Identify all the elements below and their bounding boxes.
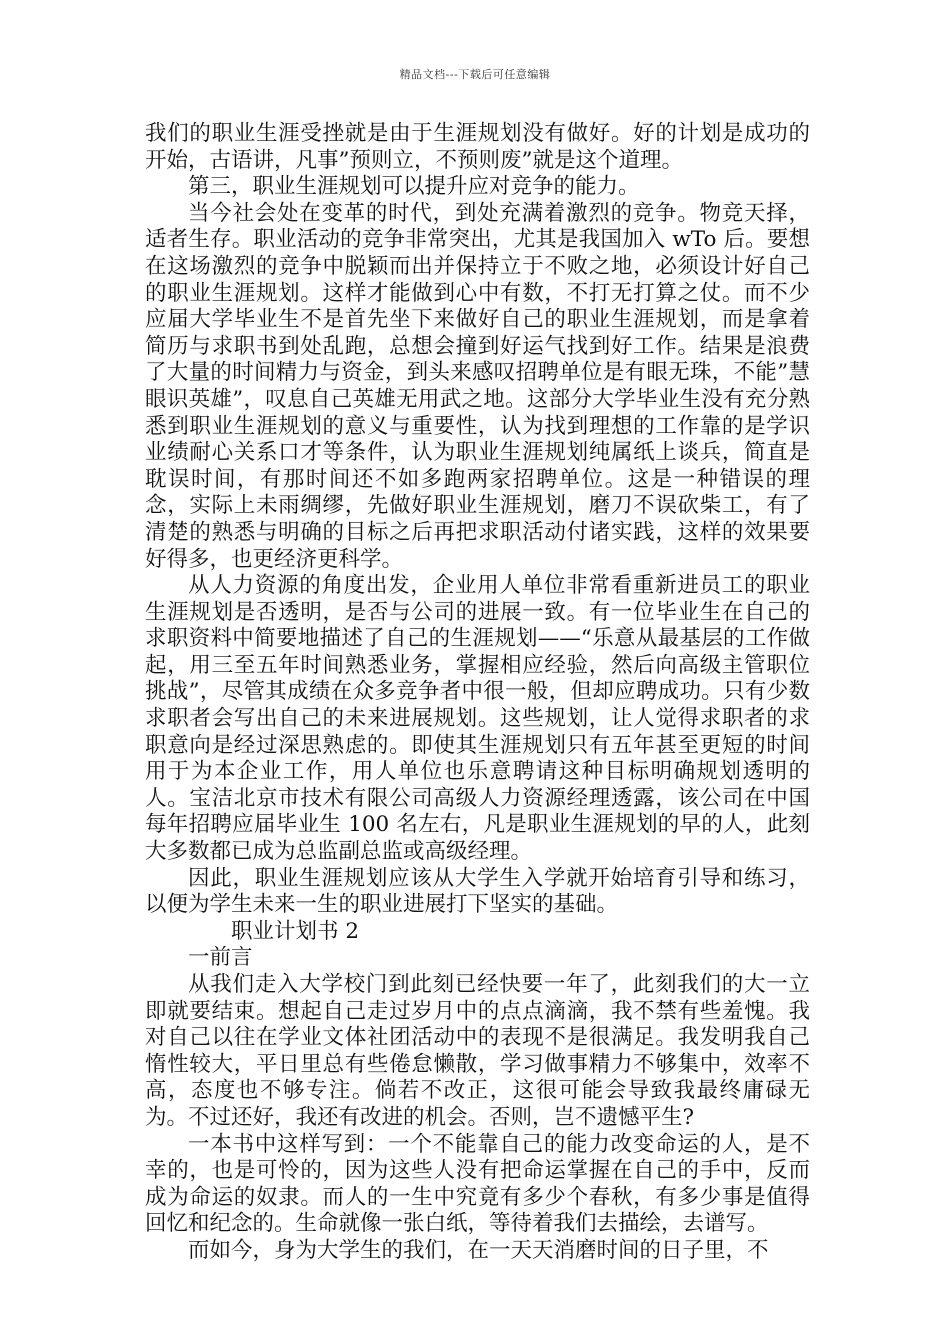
- section-heading: 一前言: [188, 945, 253, 971]
- paragraph: 因此，职业生涯规划应该从大学生入学就开始培育引导和练习，以便为学生未来一生的职业进展打下坚实的基础。: [145, 865, 810, 918]
- document-body: [145, 121, 810, 1265]
- paragraph: 一本书中这样写到：一个不能靠自己的能力改变命运的人，是不幸的，也是可怜的，因为这些人没有把命运掌握在自己的手中，反而成为命运的奴隶。而人的一生中究竟有多少个春秋，有多少事是值得回忆和纪念的。生命就像一张白纸，等待着我们去描绘，去谱写。: [145, 1131, 810, 1237]
- paragraph: 从我们走入大学校门到此刻已经快要一年了，此刻我们的大一立即就要结束。想起自己走过岁月中的点点滴滴，我不禁有些羞愧。我对自己以往在学业文体社团活动中的表现不是很满足。我发明我自己惰性较大，平日里总有些倦怠懒散，学习做事精力不够集中，效率不高，态度也不够专注。倘若不改正，这很可能会导致我最终庸碌无为。不过还好，我还有改进的机会。否则，岂不遗憾平生?: [145, 972, 810, 1130]
- paragraph: 我们的职业生涯受挫就是由于生涯规划没有做好。好的计划是成功的开始，古语讲，凡事”预则立，不预则废”就是这个道理。: [145, 121, 810, 173]
- paragraph: 而如今，身为大学生的我们，在一天天消磨时间的日子里，不: [188, 1237, 769, 1263]
- paragraph: 第三，职业生涯规划可以提升应对竞争的能力。: [188, 174, 640, 200]
- paragraph: 从人力资源的角度出发，企业用人单位非常看重新进员工的职业生涯规划是否透明，是否与公司的进展一致。有一位毕业生在自己的求职资料中简要地描述了自己的生涯规划——“乐意从最基层的工作做起，用三至五年时间熟悉业务，掌握相应经验，然后向高级主管职位挑战”，尽管其成绩在众多竞争者中很一般，但却应聘成功。只有少数求职者会写出自己的未来进展规划。这些规划，让人觉得求职者的求职意向是经过深思熟虑的。即使其生涯规划只有五年甚至更短的时间用于为本企业工作，用人单位也乐意聘请这种目标明确规划透明的人。宝洁北京市技术有限公司高级人力资源经理透露，该公司在中国每年招聘应届毕业生 100 名左右，凡是职业生涯规划的早的人，此刻大多数都已成为总监副总监或高级经理。: [145, 573, 810, 865]
- page-header: 精品文档---下载后可任意编辑: [399, 68, 551, 81]
- section-title: 职业计划书 2: [231, 918, 360, 944]
- paragraph: 当今社会处在变革的时代，到处充满着激烈的竞争。物竞天择，适者生存。职业活动的竞争非常突出，尤其是我国加入 wTo 后。要想在这场激烈的竞争中脱颖而出并保持立于不败之地，必须设计好自己的职业生涯规划。这样才能做到心中有数，不打无打算之仗。而不少应届大学毕业生不是首先坐下来做好自己的职业生涯规划，而是拿着简历与求职书到处乱跑，总想会撞到好运气找到好工作。结果是浪费了大量的时间精力与资金，到头来感叹招聘单位是有眼无珠，不能”慧眼识英雄”，叹息自己英雄无用武之地。这部分大学毕业生没有充分熟悉到职业生涯规划的意义与重要性，认为找到理想的工作靠的是学识业绩耐心关系口才等条件，认为职业生涯规划纯属纸上谈兵，简直是耽误时间，有那时间还不如多跑两家招聘单位。这是一种错误的理念，实际上未雨绸缪，先做好职业生涯规划，磨刀不误砍柴工，有了清楚的熟悉与明确的目标之后再把求职活动付诸实践，这样的效果要好得多，也更经济更科学。: [145, 200, 810, 572]
